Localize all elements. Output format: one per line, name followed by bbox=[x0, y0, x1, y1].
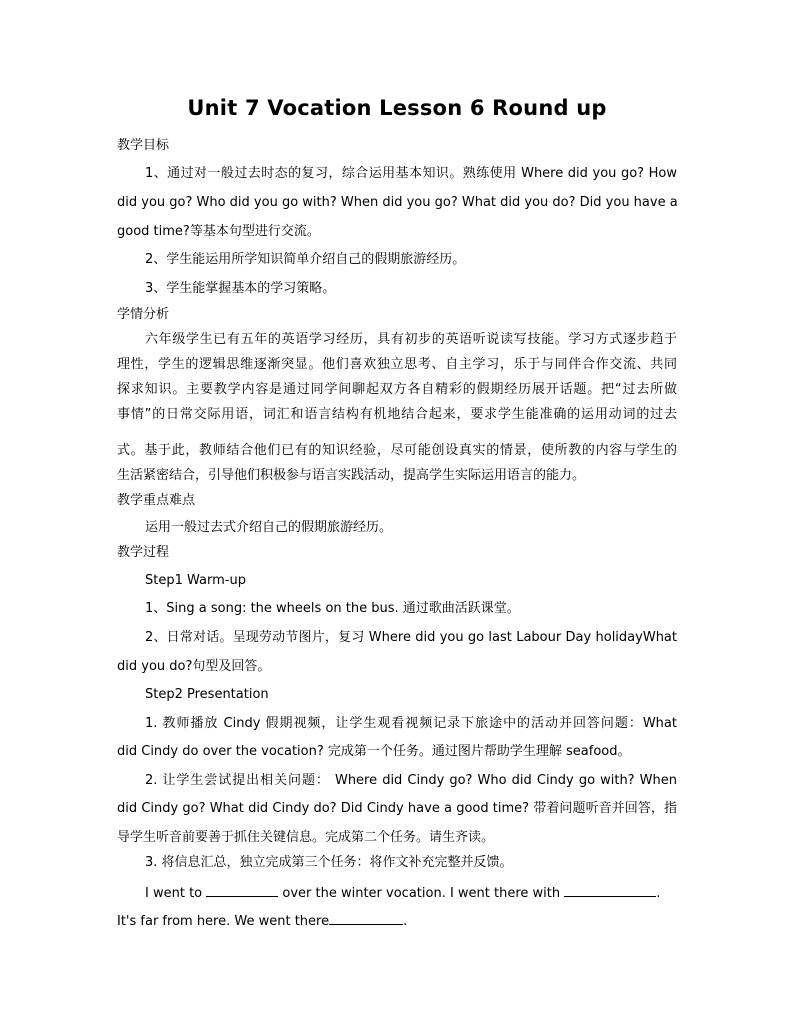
fill-blank[interactable] bbox=[564, 883, 656, 897]
paragraph-line: 1. 教师播放 Cindy 假期视频，让学生观看视频记录下旅途中的活动并回答问题：What bbox=[145, 716, 677, 731]
fill-blank[interactable] bbox=[206, 883, 278, 897]
paragraph-line: did you go? Who did you go with? When did you go? What did you do? Did you have a bbox=[117, 195, 678, 210]
fill-text: I went to bbox=[145, 886, 207, 901]
paragraph-line: 探求知识。主要教学内容是通过同学间聊起双方各自精彩的假期经历展开话题。把“过去所做 bbox=[117, 382, 677, 397]
fill-text: It's far from here. We went there bbox=[117, 914, 330, 929]
paragraph-line: good time?等基本句型进行交流。 bbox=[117, 224, 320, 239]
paragraph-line: 2、学生能运用所学知识简单介绍自己的假期旅游经历。 bbox=[145, 252, 466, 267]
fill-in-line-1 bbox=[145, 883, 660, 902]
fill-text: . bbox=[403, 914, 408, 929]
step-label: Step2 Presentation bbox=[145, 687, 269, 702]
fill-blank[interactable] bbox=[329, 911, 403, 925]
fill-text: . bbox=[656, 886, 661, 901]
fill-text: over the winter vocation. I went there with bbox=[278, 886, 565, 901]
paragraph-line: 式。基于此，教师结合他们已有的知识经验，尽可能创设真实的情景，使所教的内容与学生的 bbox=[117, 443, 677, 458]
section-heading-process: 教学过程 bbox=[117, 545, 170, 560]
paragraph-line: 运用一般过去式介绍自己的假期旅游经历。 bbox=[145, 520, 393, 535]
document-title: Unit 7 Vocation Lesson 6 Round up bbox=[187, 96, 607, 120]
fill-in-line-2 bbox=[117, 911, 407, 930]
paragraph-line: 六年级学生已有五年的英语学习经历，具有初步的英语听说读写技能。学习方式逐步趋于 bbox=[145, 332, 677, 347]
paragraph-line: did Cindy go? What did Cindy do? Did Cindy have a good time? 带着问题听音并回答，指 bbox=[117, 801, 677, 816]
paragraph-line: 1、Sing a song: the wheels on the bus. 通过歌曲活跃课堂。 bbox=[145, 601, 520, 616]
section-heading-analysis: 学情分析 bbox=[117, 307, 170, 322]
section-heading-objectives: 教学目标 bbox=[117, 138, 170, 153]
paragraph-line: did you do?句型及回答。 bbox=[117, 659, 271, 674]
paragraph-line: 事情”的日常交际用语，词汇和语言结构有机地结合起来，要求学生能准确的运用动词的过去 bbox=[117, 407, 677, 422]
paragraph-line: 2. 让学生尝试提出相关问题： Where did Cindy go? Who did Cindy go with? When bbox=[145, 773, 677, 788]
paragraph-line: 理性，学生的逻辑思维逐渐突显。他们喜欢独立思考、自主学习，乐于与同伴合作交流、共同 bbox=[117, 357, 677, 372]
step-label: Step1 Warm-up bbox=[145, 573, 246, 588]
paragraph-line: 1、通过对一般过去时态的复习，综合运用基本知识。熟练使用 Where did you go? How bbox=[145, 166, 677, 181]
paragraph-line: 生活紧密结合，引导他们积极参与语言实践活动，提高学生实际运用语言的能力。 bbox=[117, 468, 586, 483]
paragraph-line: 2、日常对话。呈现劳动节图片，复习 Where did you go last Labour Day holidayWhat bbox=[145, 630, 677, 645]
section-heading-keypoints: 教学重点难点 bbox=[117, 493, 196, 508]
paragraph-line: 3. 将信息汇总，独立完成第三个任务：将作文补充完整并反馈。 bbox=[145, 855, 513, 870]
paragraph-line: 导学生听音前要善于抓住关键信息。完成第二个任务。请生齐读。 bbox=[117, 830, 495, 845]
paragraph-line: 3、学生能掌握基本的学习策略。 bbox=[145, 281, 336, 296]
paragraph-line: did Cindy do over the vocation? 完成第一个任务。通过图片帮助学生理解 seafood。 bbox=[117, 744, 631, 759]
